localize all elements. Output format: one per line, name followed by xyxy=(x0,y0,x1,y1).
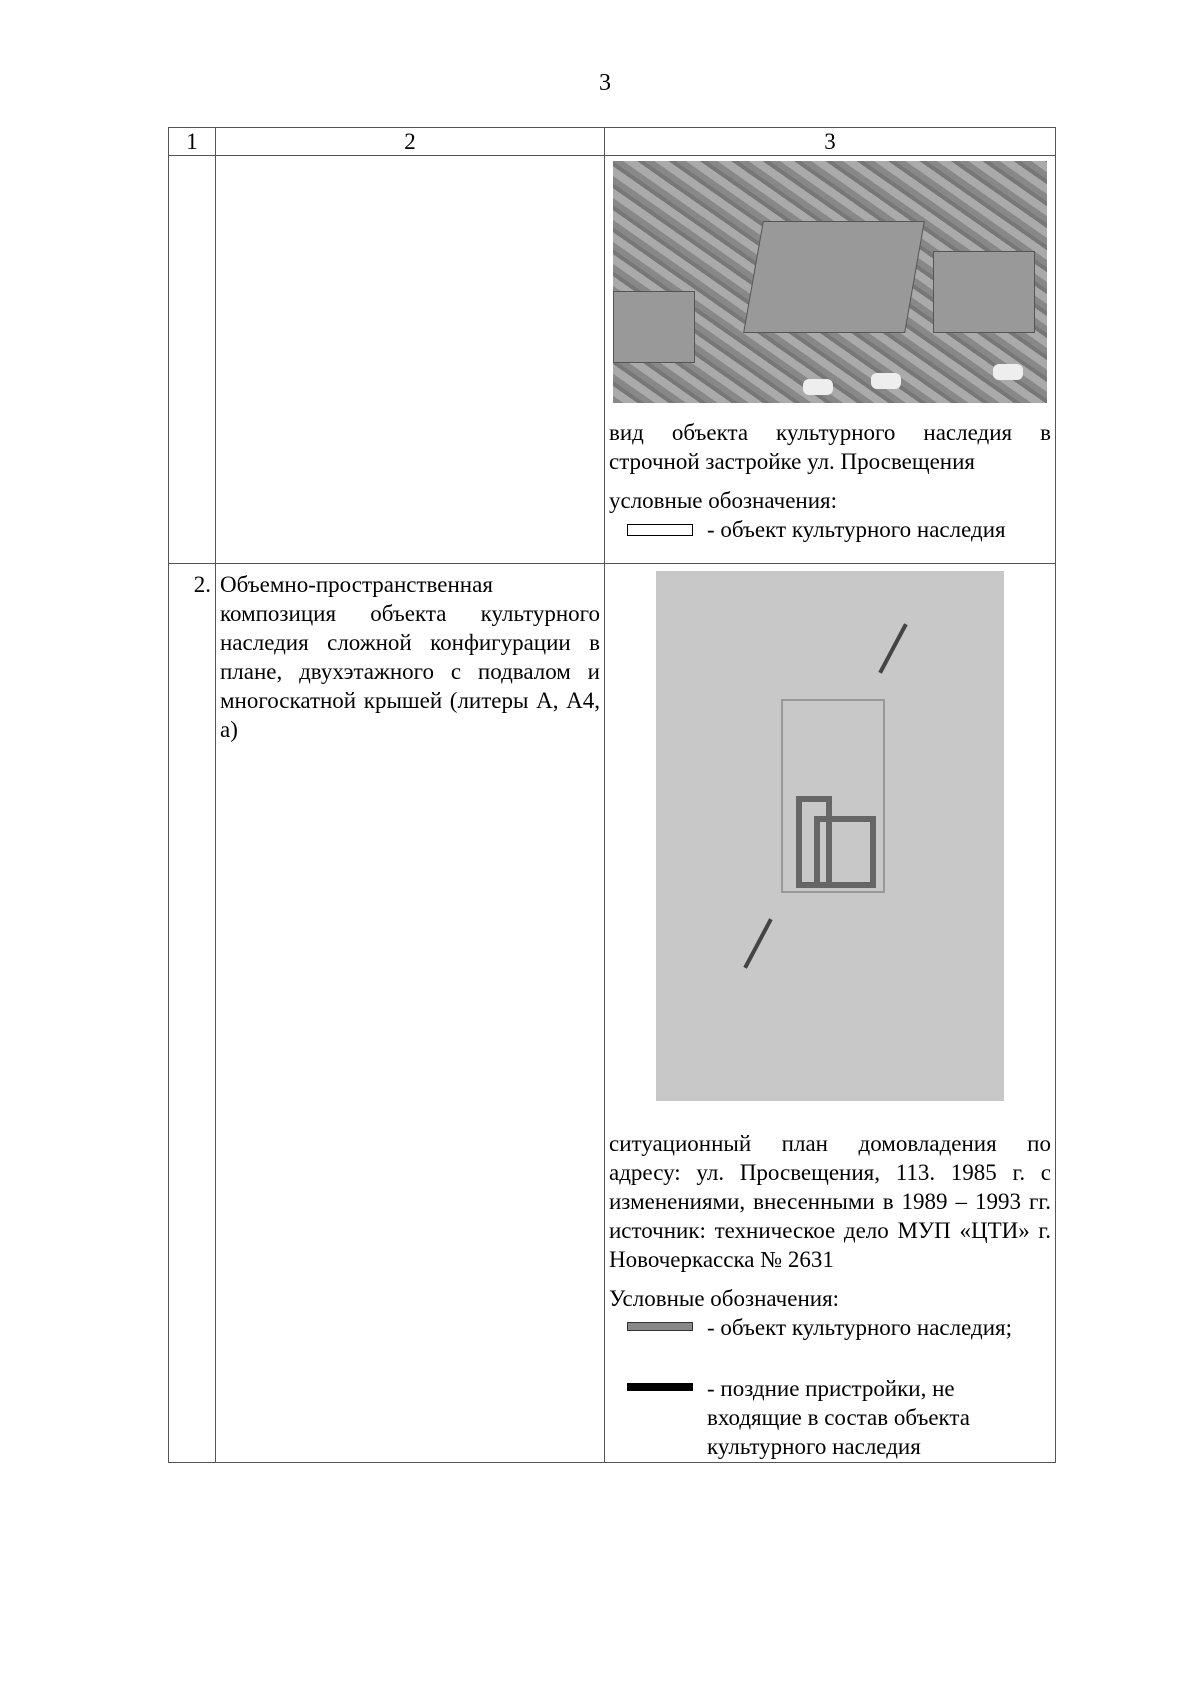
table-header-row xyxy=(169,128,1056,156)
legend-title: условные обозначения: xyxy=(609,488,838,513)
header-col-1: 1 xyxy=(169,128,216,156)
row-number-cell xyxy=(169,156,216,564)
situational-plan-image xyxy=(656,571,1004,1101)
illustration-cell xyxy=(605,156,1056,564)
header-col-2: 2 xyxy=(216,128,605,156)
photo-caption: вид объекта культурного наследия в строчной застройке ул. Просвещения xyxy=(609,420,1051,474)
description-cell: Объемно-пространственная композиция объекта культурного наследия сложной конфигурации в плане, двухэтажного с подвалом и многоскатной крышей (литеры А, А4, а) xyxy=(216,564,605,1463)
legend-label: - поздние пристройки, не входящие в состав объекта культурного наследия xyxy=(707,1376,970,1459)
legend-label: - объект культурного наследия; xyxy=(707,1315,1012,1340)
black-line-swatch-icon xyxy=(627,1383,693,1391)
page-number: 3 xyxy=(599,70,611,96)
table-row xyxy=(169,564,1056,1463)
legend-label: - объект культурного наследия xyxy=(707,517,1006,542)
outline-swatch-icon xyxy=(627,524,693,536)
legend-item xyxy=(627,1313,1051,1342)
gray-line-swatch-icon xyxy=(627,1322,693,1331)
heritage-table xyxy=(168,127,1056,1463)
plan-caption: ситуационный план домовладения по адресу: ул. Просвещения, 113. 1985 г. с изменениями, внесенными в 1989 – 1993 гг. источник: техническое дело МУП «ЦТИ» г. Новочеркасска № 2631 xyxy=(609,1131,1051,1272)
row-number-cell: 2. xyxy=(169,564,216,1463)
description-cell xyxy=(216,156,605,564)
aerial-photo xyxy=(613,161,1047,403)
illustration-cell xyxy=(605,564,1056,1463)
header-col-3: 3 xyxy=(605,128,1056,156)
legend-item xyxy=(627,1374,1051,1461)
table-row xyxy=(169,156,1056,564)
legend-item xyxy=(627,515,1051,544)
legend-title: Условные обозначения: xyxy=(609,1286,840,1311)
